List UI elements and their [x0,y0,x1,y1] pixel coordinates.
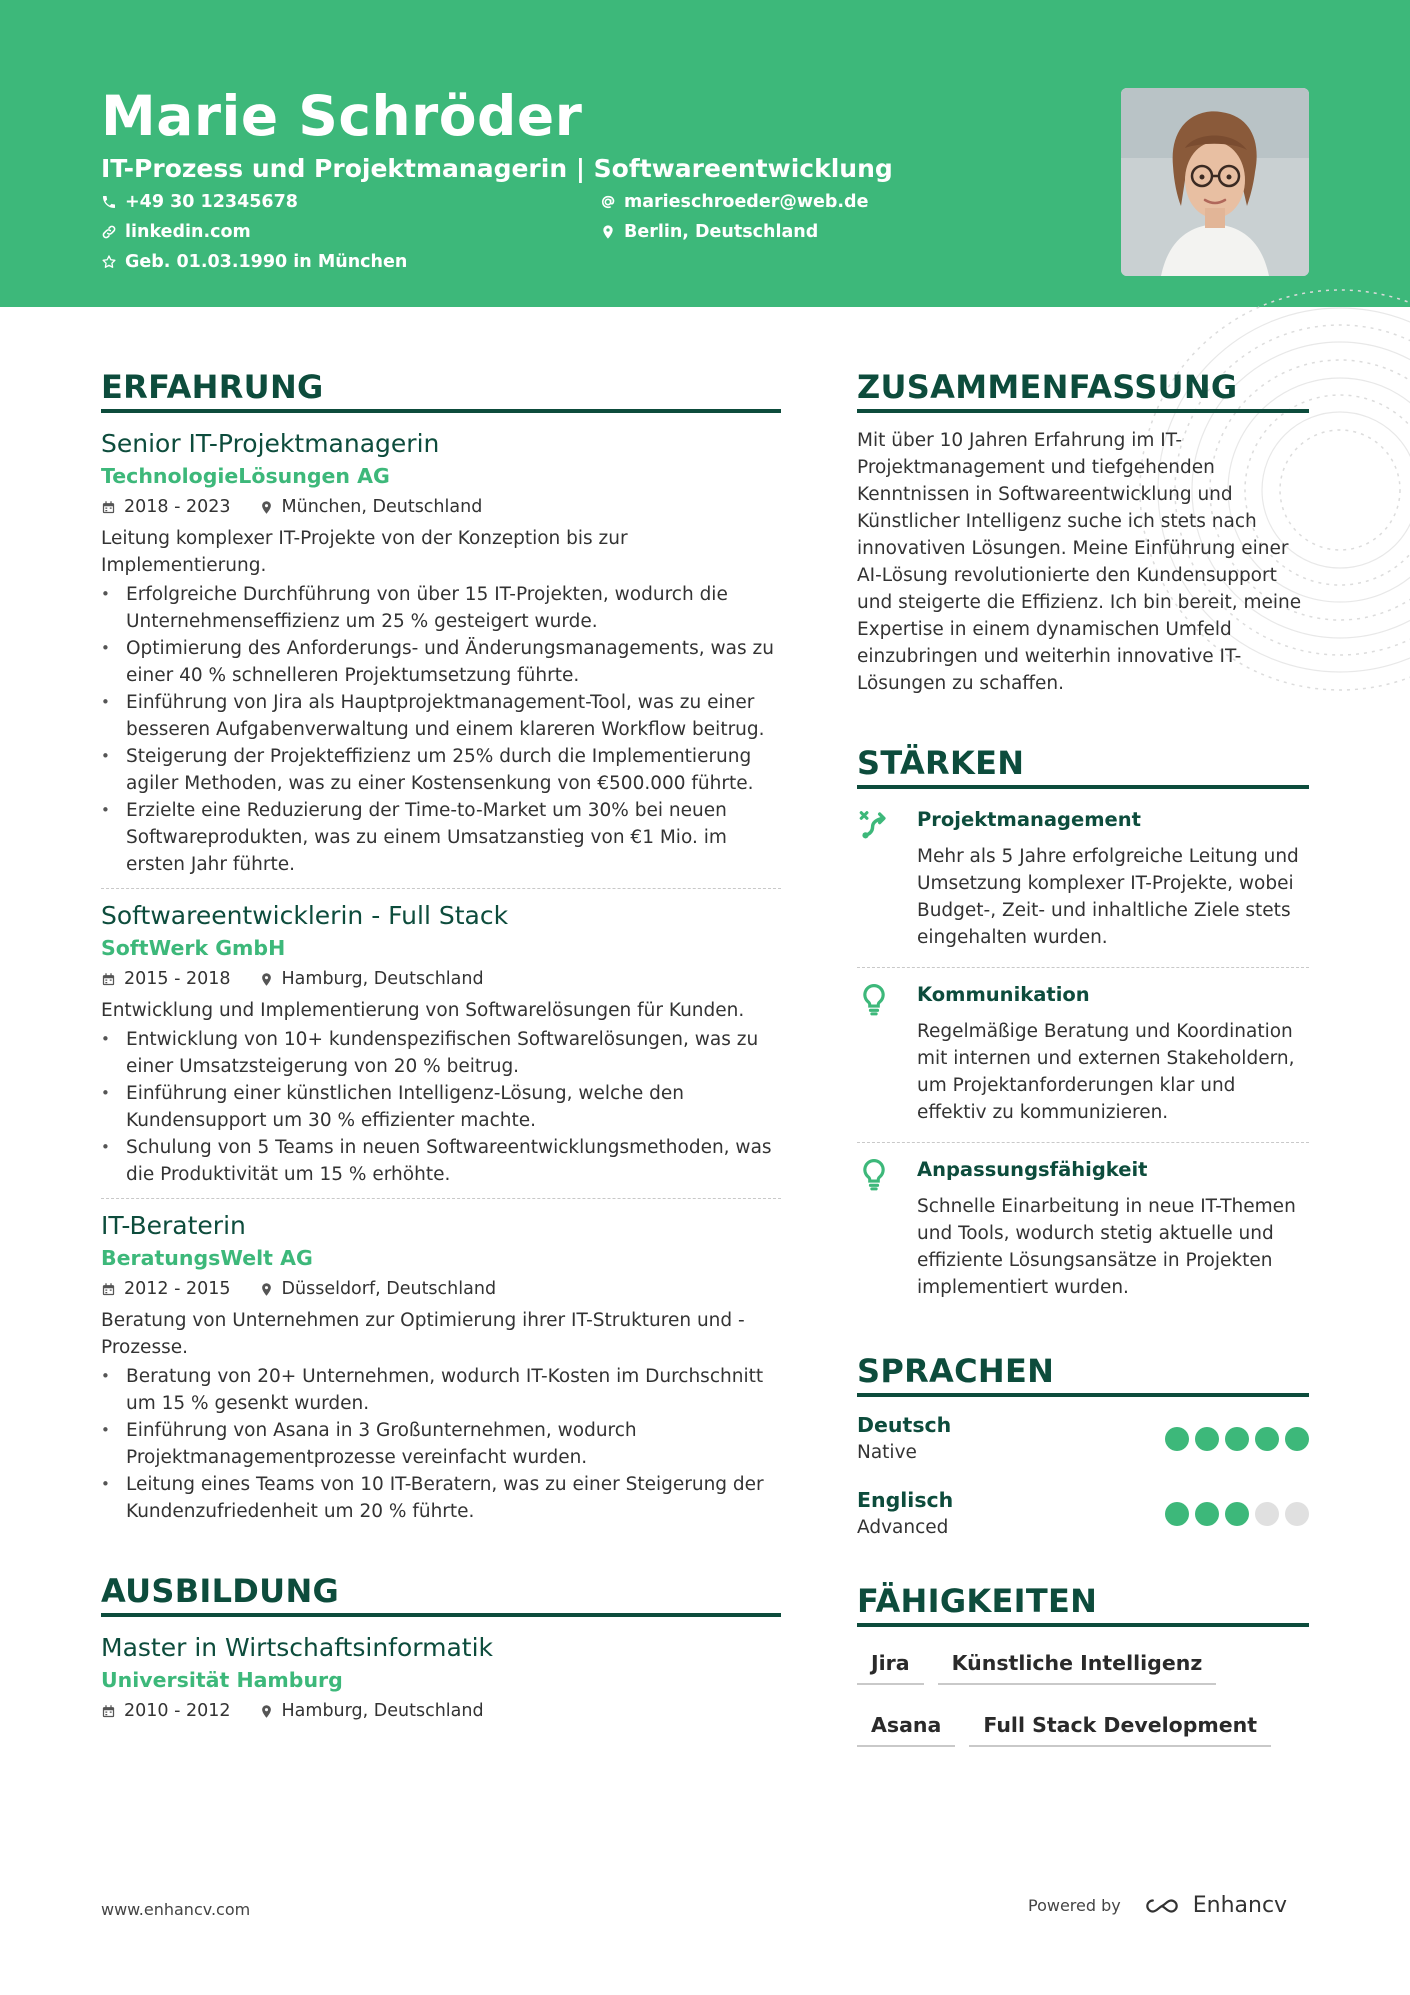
phone-icon [101,194,117,210]
job-bullet: • Erzielte eine Reduzierung der Time-to-Market um 30% bei neuen Softwareprodukten, was zu einem Umsatzanstieg von €1 Mio. im ersten Jahr führte. [101,797,781,878]
summary-text: Mit über 10 Jahren Erfahrung im IT-Projektmanagement und tiefgehenden Kenntnissen in Softwareentwicklung und Künstlicher Intelligenz suche ich stets nach innovativen Lösungen. Meine Einführung einer AI-Lösung revolutionierte den Kundensupport und steigerte die Effizienz. Ich bin bereit, meine Expertise in einem dynamischen Umfeld einzubringen und weiterhin innovative IT-Lösungen zu schaffen. [857,430,1302,694]
powered-by-text: Powered by [1028,1896,1121,1915]
language-name: Deutsch [857,1413,952,1437]
job-bullets [101,1363,781,1525]
job-meta [101,965,781,993]
rating-dot-filled [1225,1427,1249,1451]
contact-linkedin[interactable] [101,222,251,242]
skill-tag: Full Stack Development [969,1707,1271,1747]
language-item [857,1486,1309,1541]
job-description: Beratung von Unternehmen zur Optimierung ihrer IT-Strukturen und -Prozesse. [101,1310,745,1358]
rating-dot-filled [1195,1502,1219,1526]
lightbulb-icon [857,982,891,1016]
language-item [857,1411,1309,1466]
strength-title: Projektmanagement [917,808,1141,831]
map-pin-icon [259,972,274,987]
job-company: BeratungsWelt AG [101,1246,313,1270]
rating-dot-empty [1255,1502,1279,1526]
strengths-heading: STÄRKEN [857,743,1309,789]
job-dates: 2012 - 2015 [124,1279,231,1299]
footer-url[interactable]: www.enhancv.com [101,1900,251,1919]
map-pin-icon [600,224,616,240]
strength-item [857,793,1309,967]
job-bullet: • Entwicklung von 10+ kundenspezifischen Softwarelösungen, was zu einer Umsatzsteigerung von 20 % beitrug. [101,1026,781,1080]
strength-text: Mehr als 5 Jahre erfolgreiche Leitung und Umsetzung komplexer IT-Projekte, wobei Budget-, Zeit- und inhaltliche Ziele stets eingehalten wurden. [917,846,1299,948]
rating-dot-filled [1225,1502,1249,1526]
skill-tag: Jira [857,1645,924,1685]
map-pin-icon [259,500,274,515]
job-entry [101,888,781,1198]
contact-email[interactable] [600,192,868,212]
link-icon [101,224,117,240]
education-location: Hamburg, Deutschland [281,1701,484,1721]
job-company: SoftWerk GmbH [101,936,286,960]
language-name: Englisch [857,1488,954,1512]
job-bullet: • Steigerung der Projekteffizienz um 25% durch die Implementierung agiler Methoden, was zu einer Kostensenkung von €500.000 führte. [101,743,781,797]
rating-dot-filled [1255,1427,1279,1451]
language-level: Native [857,1442,917,1463]
calendar-icon [101,1282,116,1297]
job-description: Entwicklung und Implementierung von Softwarelösungen für Kunden. [101,1000,745,1021]
skills-heading: FÄHIGKEITEN [857,1581,1309,1627]
contact-phone[interactable] [101,192,298,212]
left-column [101,367,781,1735]
job-company: TechnologieLösungen AG [101,464,390,488]
calendar-icon [101,1704,116,1719]
job-bullet: • Leitung eines Teams von 10 IT-Beratern, was zu einer Steigerung der Kundenzufriedenheit um 20 % führte. [101,1471,781,1525]
candidate-name: Marie Schröder [101,84,583,148]
strength-item [857,1142,1309,1317]
job-bullets [101,1026,781,1188]
summary-heading: ZUSAMMENFASSUNG [857,367,1309,413]
job-description: Leitung komplexer IT-Projekte von der Konzeption bis zur Implementierung. [101,528,628,576]
skill-tag: Asana [857,1707,955,1747]
job-dates: 2015 - 2018 [124,969,231,989]
strength-text: Regelmäßige Beratung und Koordination mit internen und externen Stakeholdern, um Projektanforderungen klar und effektiv zu kommunizieren. [917,1021,1295,1123]
calendar-icon [101,500,116,515]
language-rating [1165,1427,1309,1451]
phone-text: +49 30 12345678 [125,192,298,212]
job-entry [101,1198,781,1535]
contact-birth [101,252,407,272]
location-text: Berlin, Deutschland [624,222,819,242]
email-text: marieschroeder@web.de [624,192,869,212]
job-title: Softwareentwicklerin - Full Stack [101,901,509,930]
language-level: Advanced [857,1517,949,1538]
strength-title: Kommunikation [917,983,1090,1006]
rating-dot-filled [1165,1502,1189,1526]
linkedin-text: linkedin.com [125,222,251,242]
job-bullet: • Einführung von Asana in 3 Großunternehmen, wodurch Projektmanagementprozesse vereinfacht wurden. [101,1417,781,1471]
rating-dot-empty [1285,1502,1309,1526]
job-title: IT-Beraterin [101,1211,246,1240]
language-rating [1165,1502,1309,1526]
job-bullets [101,581,781,878]
map-pin-icon [259,1704,274,1719]
rating-dot-filled [1195,1427,1219,1451]
strength-text: Schnelle Einarbeitung in neue IT-Themen und Tools, wodurch stetig aktuelle und effiziente Lösungsansätze in Projekten implementiert wurden. [917,1196,1296,1298]
right-column [857,367,1309,1769]
job-location: Düsseldorf, Deutschland [281,1279,497,1299]
contact-location [600,222,818,242]
job-location: Hamburg, Deutschland [281,969,484,989]
job-dates: 2018 - 2023 [124,497,231,517]
job-bullet: • Einführung einer künstlichen Intelligenz-Lösung, welche den Kundensupport um 30 % effizienter machte. [101,1080,781,1134]
map-pin-icon [259,1282,274,1297]
strength-item [857,967,1309,1142]
at-icon [600,194,616,210]
rating-dot-filled [1285,1427,1309,1451]
education-dates: 2010 - 2012 [124,1701,231,1721]
education-entry [101,1631,781,1735]
job-bullet: • Schulung von 5 Teams in neuen Softwareentwicklungsmethoden, was die Produktivität um 15 % erhöhte. [101,1134,781,1188]
birth-text: Geb. 01.03.1990 in München [125,252,408,272]
job-bullet: • Erfolgreiche Durchführung von über 15 IT-Projekten, wodurch die Unternehmenseffizienz um 25 % gesteigert wurde. [101,581,781,635]
star-icon [101,254,117,270]
route-icon [857,807,891,841]
enhancv-logo[interactable] [1139,1893,1287,1918]
lightbulb-icon [857,1157,891,1191]
skills-list [857,1645,1309,1769]
job-bullet: • Beratung von 20+ Unternehmen, wodurch IT-Kosten im Durchschnitt um 15 % gesenkt wurden. [101,1363,781,1417]
education-school: Universität Hamburg [101,1668,343,1692]
job-meta [101,1275,781,1303]
education-degree: Master in Wirtschaftsinformatik [101,1633,494,1662]
candidate-role: IT-Prozess und Projektmanagerin | Softwareentwicklung [101,154,893,183]
skill-tag: Künstliche Intelligenz [938,1645,1217,1685]
footer-branding [1028,1893,1287,1918]
education-heading: AUSBILDUNG [101,1571,781,1617]
job-bullet: • Optimierung des Anforderungs- und Änderungsmanagements, was zu einer 40 % schnelleren Projektumsetzung führte. [101,635,781,689]
strength-title: Anpassungsfähigkeit [917,1158,1148,1181]
experience-heading: ERFAHRUNG [101,367,781,413]
job-entry [101,427,781,888]
enhancv-logo-text: Enhancv [1192,1893,1288,1918]
job-meta [101,493,781,521]
education-meta [101,1697,781,1725]
calendar-icon [101,972,116,987]
enhancv-logo-icon [1139,1895,1185,1917]
rating-dot-filled [1165,1427,1189,1451]
job-location: München, Deutschland [281,497,483,517]
job-title: Senior IT-Projektmanagerin [101,429,440,458]
job-bullet: • Einführung von Jira als Hauptprojektmanagement-Tool, was zu einer besseren Aufgabenverwaltung und einem klareren Workflow beitrug. [101,689,781,743]
languages-heading: SPRACHEN [857,1351,1309,1397]
